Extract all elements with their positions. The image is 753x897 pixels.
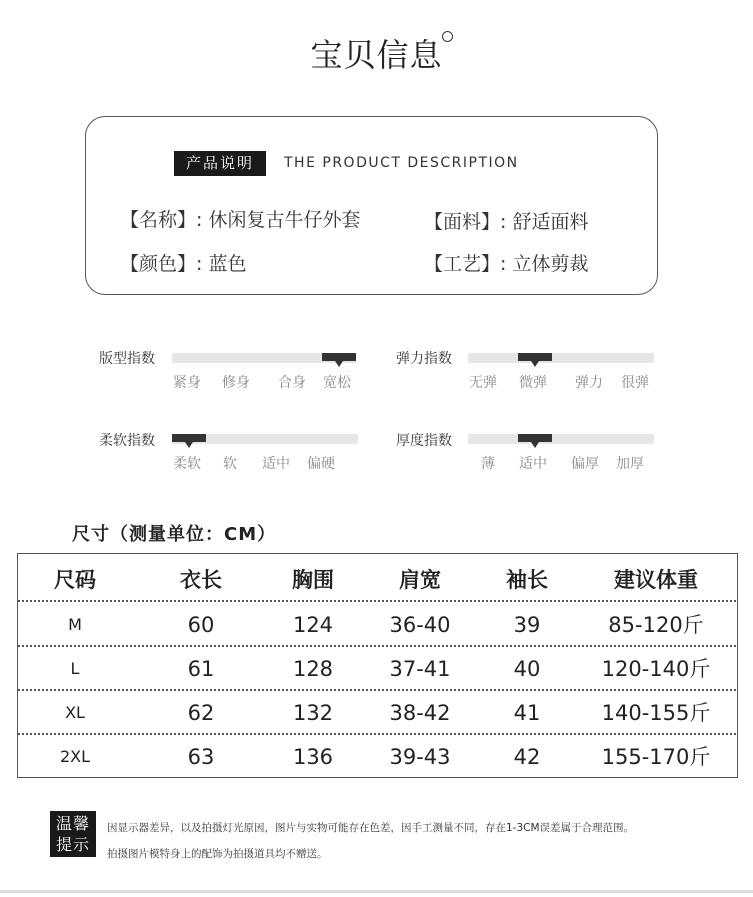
gauge-elastic-option: 微弹	[519, 375, 547, 391]
size-table-title: 尺寸（测量单位：CM）	[72, 524, 277, 545]
gauge-fit-label: 版型指数	[99, 351, 155, 367]
table-cell: 41	[513, 701, 541, 725]
product-fabric: 【面料】: 舒适面料	[424, 211, 589, 233]
gauge-elastic-track	[468, 353, 654, 363]
note-badge	[50, 811, 96, 857]
table-cell: 62	[187, 701, 215, 725]
gauge-elastic-option: 弹力	[575, 375, 603, 391]
table-cell: 85-120斤	[608, 613, 704, 637]
product-description-box	[85, 116, 658, 295]
table-row	[18, 691, 736, 735]
note-text: 因显示器差异，以及拍摄灯光原因，图片与实物可能存在色差，因手工测量不同，存在1-3CM误差属于合理范围。	[107, 822, 635, 834]
table-cell: 36-40	[389, 613, 451, 637]
gauge-thick-option: 薄	[481, 456, 495, 472]
table-header-row	[18, 558, 736, 602]
table-cell-size: 2XL	[59, 747, 91, 766]
table-header-cell: 建议体重	[614, 568, 698, 592]
gauge-fit-option: 宽松	[323, 375, 351, 391]
table-cell: 136	[292, 745, 334, 769]
title-dot-icon	[442, 31, 453, 42]
gauge-soft-track	[172, 434, 358, 444]
table-cell: 140-155斤	[601, 701, 711, 725]
gauge-thick-marker	[518, 434, 552, 442]
table-cell: 132	[292, 701, 334, 725]
gauge-soft-marker	[172, 434, 206, 442]
note-badge-line: 提示	[55, 835, 90, 854]
gauge-elastic-option: 很弹	[621, 375, 649, 391]
table-cell: 63	[187, 745, 215, 769]
product-color: 【颜色】: 蓝色	[120, 253, 247, 275]
table-cell: 38-42	[389, 701, 451, 725]
description-subtitle: THE PRODUCT DESCRIPTION	[284, 155, 519, 171]
gauge-fit-marker	[322, 353, 356, 361]
table-cell: 124	[292, 613, 334, 637]
gauge-elastic-label: 弹力指数	[396, 351, 452, 367]
table-header-cell: 衣长	[180, 568, 222, 592]
gauge-elastic-marker	[518, 353, 552, 361]
gauge-soft-option: 偏硬	[307, 456, 335, 472]
note-text: 拍摄图片模特身上的配饰为拍摄道具均不赠送。	[107, 848, 328, 860]
note-badge-line: 温馨	[55, 814, 90, 833]
table-header-cell: 尺码	[54, 568, 96, 592]
gauge-soft-option: 柔软	[173, 456, 201, 472]
product-craft: 【工艺】: 立体剪裁	[424, 253, 589, 275]
table-cell-size: M	[68, 615, 82, 634]
gauge-thick-track	[468, 434, 654, 444]
table-cell: 155-170斤	[601, 745, 711, 769]
gauge-thick-option: 加厚	[616, 456, 644, 472]
size-table	[17, 553, 738, 778]
product-name: 【名称】: 休闲复古牛仔外套	[120, 209, 361, 231]
table-cell: 40	[513, 657, 541, 681]
table-row	[18, 735, 736, 779]
table-header-cell: 胸围	[292, 568, 334, 592]
table-cell: 61	[187, 657, 215, 681]
gauge-soft-label: 柔软指数	[99, 433, 155, 449]
gauge-soft-option: 适中	[262, 456, 290, 472]
page-title: 宝贝信息	[310, 36, 443, 74]
gauge-soft-option: 软	[223, 456, 237, 472]
table-cell: 120-140斤	[601, 657, 711, 681]
bottom-divider	[0, 890, 753, 893]
table-cell-size: L	[70, 659, 80, 678]
table-cell: 39	[513, 613, 541, 637]
gauge-fit-option: 紧身	[173, 375, 201, 391]
gauge-fit-option: 合身	[278, 375, 306, 391]
gauge-thick-label: 厚度指数	[396, 433, 452, 449]
table-cell: 37-41	[389, 657, 451, 681]
gauge-elastic-option: 无弹	[469, 375, 497, 391]
table-cell: 42	[513, 745, 541, 769]
description-tag: 产品说明	[174, 151, 266, 176]
gauge-fit-track	[172, 353, 356, 363]
gauge-thick-option: 偏厚	[571, 456, 599, 472]
table-cell-size: XL	[65, 703, 85, 722]
table-cell: 39-43	[389, 745, 451, 769]
table-header-cell: 袖长	[506, 568, 548, 592]
table-cell: 128	[292, 657, 334, 681]
table-cell: 60	[187, 613, 215, 637]
gauge-fit-option: 修身	[222, 375, 250, 391]
table-row	[18, 647, 736, 691]
table-row	[18, 603, 736, 647]
gauge-thick-option: 适中	[519, 456, 547, 472]
table-header-cell: 肩宽	[399, 568, 441, 592]
